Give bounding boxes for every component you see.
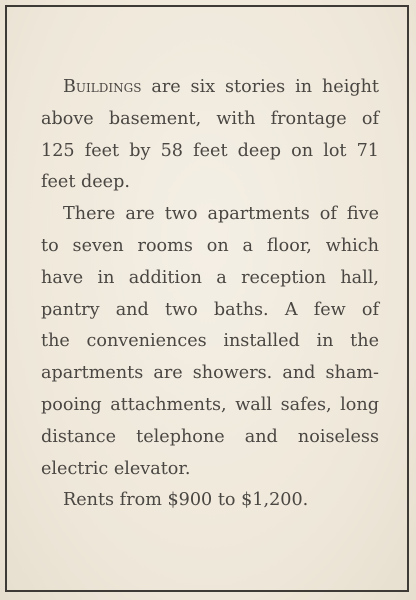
paragraph-rents: [41, 485, 379, 517]
text-line: Buildings are six stories in height: [63, 77, 379, 97]
text-line: have in addition a reception hall,: [41, 267, 379, 288]
text-line: apartments are showers. and sham-: [41, 363, 379, 384]
text-line: to seven rooms on a floor, which: [41, 235, 379, 256]
text-line: Rents from $900 to $1,200.: [63, 490, 309, 511]
text-block: [41, 72, 379, 517]
text-line: There are two apartments of five: [63, 204, 379, 225]
text-line: 125 feet by 58 feet deep on lot 71: [41, 140, 379, 161]
paragraph-apartments: [41, 199, 379, 485]
paragraph-buildings: [41, 72, 379, 199]
text-line: pooing attachments, wall safes, long: [41, 394, 379, 415]
text-line: distance telephone and noiseless: [41, 426, 379, 447]
text-line: feet deep.: [41, 172, 130, 193]
faint-margin-mark: [8, 528, 16, 584]
text-line: the conveniences installed in the: [41, 331, 379, 352]
lead-word: Buildings: [63, 77, 142, 97]
text-line: above basement, with frontage of: [41, 108, 379, 129]
text-line: pantry and two baths. A few of: [41, 299, 379, 320]
text-line: electric elevator.: [41, 458, 191, 479]
